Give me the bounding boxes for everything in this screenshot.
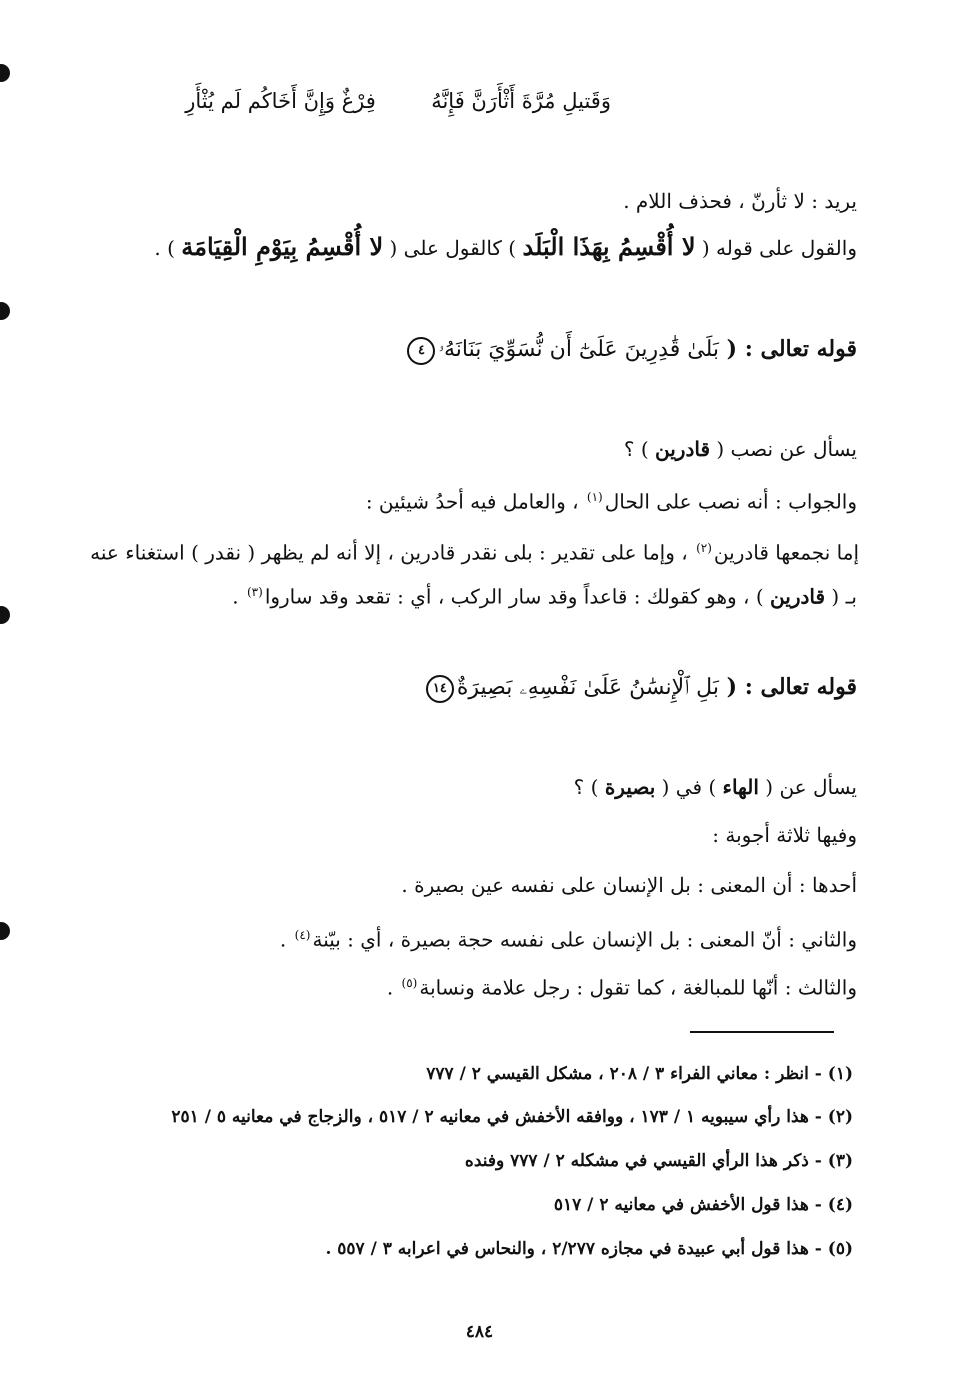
text-run: ) ، وهو كقولك : قاعداً وقد سار الركب ، أي : تقعد وقد ساروا: [264, 584, 771, 609]
text-run: يسأل عن نصب (: [710, 437, 857, 461]
quran-verse: بَلَىٰ قَٰدِرِينَ عَلَىٰٓ أَن نُّسَوِّيَ بَنَانَهُۥ: [438, 337, 719, 362]
footnote-4: (٤) - هذا قول الأخفش في معانيه ٢ / ٥١٧: [553, 1195, 853, 1215]
footnote-1: (١) - انظر : معاني الفراء ٣ / ٢٠٨ ، مشكل القيسي ٢ / ٧٧٧: [426, 1064, 853, 1084]
binder-hole: [0, 64, 10, 82]
text-run: وفيها ثلاثة أجوبة :: [712, 823, 857, 847]
text-line-1: [623, 186, 857, 216]
text-run: ) ؟: [623, 437, 655, 461]
text-run: ، وإما على تقدير : بلى نقدر قادرين ، إلا أنه لم يظهر ( نقدر ) استغناء عنه: [90, 540, 695, 565]
heading-label: قوله تعالى : (: [718, 674, 857, 700]
text-run: والقول على قوله (: [695, 236, 857, 260]
text-line-2: [154, 232, 857, 263]
ayah-number-marker: ٤: [407, 337, 435, 365]
binder-hole: [0, 606, 10, 624]
quran-verse: بَلِ ٱلْإِنسَٰنُ عَلَىٰ نَفْسِهِۦ بَصِيرَةٌ: [456, 675, 719, 700]
footnote-ref: (٣): [246, 585, 263, 599]
bold-term: قادرين: [770, 584, 826, 609]
footnote-5: (٥) - هذا قول أبي عبيدة في مجازه ٢/٢٧٧ ، والنحاس في اعرابه ٣ / ٥٥٧ .: [325, 1239, 853, 1259]
text-run: يريد : لا ثأرنّ ، فحذف اللام .: [623, 189, 857, 213]
text-run: إما نجمعها قادرين: [713, 540, 859, 565]
text-run: .: [232, 584, 245, 609]
text-line-6: [232, 577, 857, 612]
bold-term: قادرين: [655, 437, 711, 461]
text-run: .: [386, 975, 400, 1000]
text-run: بـ (: [825, 584, 857, 609]
ayah-number-marker: ١٤: [426, 675, 454, 703]
footnote-2: (٢) - هذا رأي سيبويه ١ / ١٧٣ ، ووافقه الأخفش في معانيه ٢ / ٥١٧ ، والزجاج في معانيه ٥ / ٢٥١: [171, 1107, 853, 1127]
text-line-10: [280, 920, 857, 955]
text-run: والثالث : أنّها للمبالغة ، كما تقول : رجل علامة ونسابة: [419, 975, 857, 1000]
page-number: ٤٨٤: [465, 1322, 494, 1342]
footnote-divider: [690, 1031, 834, 1033]
text-line-5: [90, 533, 859, 568]
text-run: أحدها : أن المعنى : بل الإنسان على نفسه عين بصيرة .: [401, 873, 857, 897]
poem-hemistich-left: فِرْغٌ وَإِنَّ أَخَاكُم لَم يُثْأَرِ: [185, 89, 376, 113]
footnote-ref: (٢): [696, 541, 712, 555]
quran-quote: لا أُقْسِمُ بِيَوْمِ الْقِيَامَة: [181, 232, 384, 261]
text-run: يسأل عن (: [758, 775, 857, 799]
text-line-3: [624, 434, 857, 464]
verse-heading-2: [423, 672, 857, 703]
text-run: والثاني : أنّ المعنى : بل الإنسان على نفسه حجة بصيرة ، أي : بيّنة: [312, 927, 857, 952]
binder-hole: [0, 302, 10, 320]
text-line-4: [366, 482, 857, 517]
text-run: ) ؟: [573, 775, 605, 799]
text-run: ) .: [154, 236, 182, 260]
text-line-9: [401, 870, 857, 900]
bold-term: الهاء: [722, 775, 759, 799]
footnote-ref: (٥): [401, 976, 418, 990]
footnote-3: (٣) - ذكر هذا الرأي القيسي في مشكله ٢ / ٧٧٧ وفنده: [464, 1151, 853, 1171]
text-run: ، والعامل فيه أحدُ شيئين :: [365, 489, 585, 514]
heading-label: قوله تعالى : (: [718, 336, 857, 362]
text-run: .: [279, 927, 293, 952]
text-line-8: [712, 820, 857, 850]
poem-verse: [185, 86, 611, 116]
footnote-ref: (١): [586, 490, 603, 504]
quran-quote: لا أُقْسِمُ بِهَذَا الْبَلَد: [522, 232, 696, 261]
binder-hole: [0, 922, 10, 940]
poem-hemistich-right: وَقَتيلِ مُرَّةَ أَثْأَرَنَّ فَإِنَّهُ: [431, 89, 611, 113]
text-line-7: [574, 772, 857, 802]
text-run: ) كالقول على (: [383, 236, 523, 260]
text-run: ) في (: [655, 775, 723, 799]
footnote-ref: (٤): [294, 928, 311, 942]
bold-term: بصيرة: [604, 775, 656, 799]
text-line-11: [387, 968, 857, 1003]
text-run: والجواب : أنه نصب على الحال: [604, 489, 857, 514]
verse-heading-1: [404, 334, 857, 365]
